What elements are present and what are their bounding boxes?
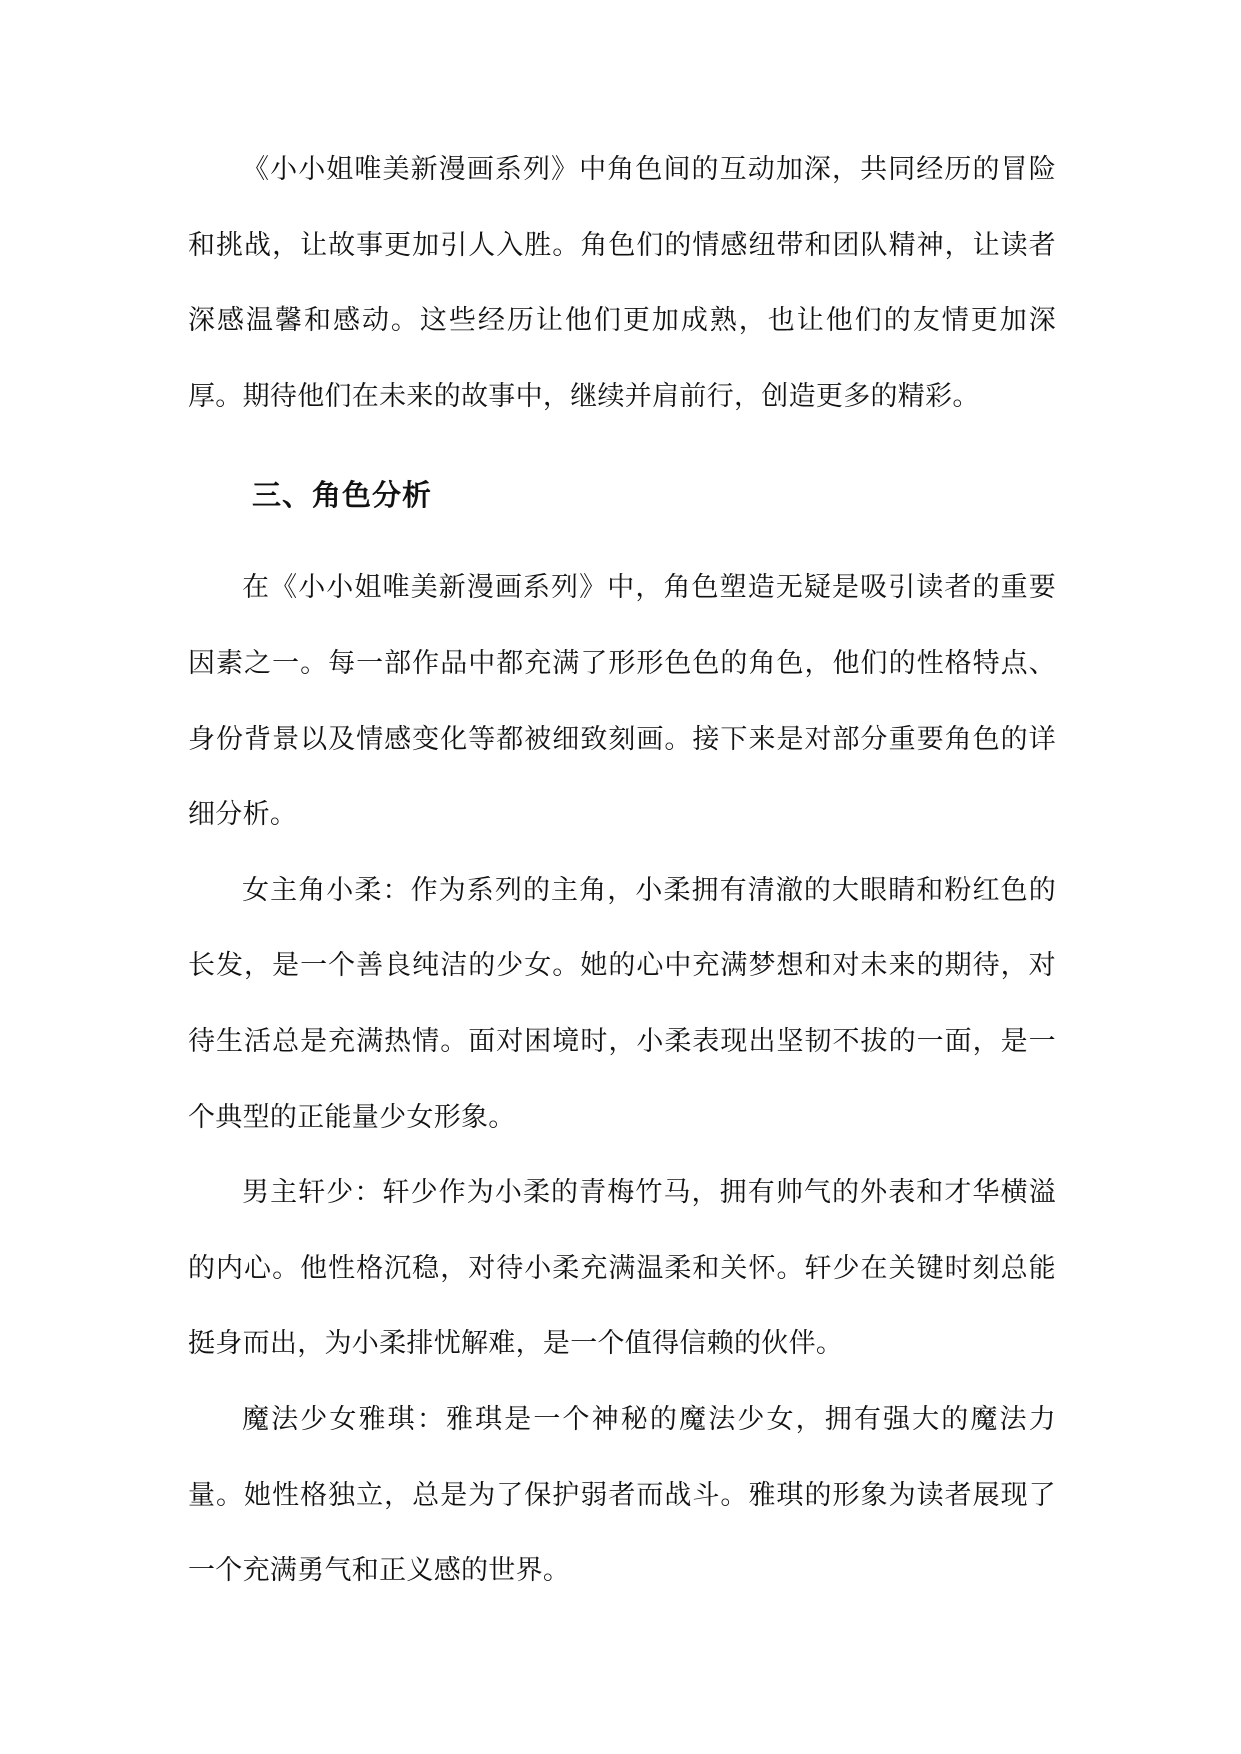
paragraph-xuanshao: 男主轩少：轩少作为小柔的青梅竹马，拥有帅气的外表和才华横溢的内心。他性格沉稳，对待小柔充满温柔和关怀。轩少在关键时刻总能挺身而出，为小柔排忧解难，是一个值得信赖的伙伴。 — [188, 1177, 1056, 1360]
paragraph-yaqi: 魔法少女雅琪：雅琪是一个神秘的魔法少女，拥有强大的魔法力量。她性格独立，总是为了保护弱者而战斗。雅琪的形象为读者展现了一个充满勇气和正义感的世界。 — [188, 1403, 1056, 1587]
paragraph-xiaorou: 女主角小柔：作为系列的主角，小柔拥有清澈的大眼睛和粉红色的长发，是一个善良纯洁的少女。她的心中充满梦想和对未来的期待，对待生活总是充满热情。面对困境时，小柔表现出坚韧不拔的一面，是一个典型的正能量少女形象。 — [188, 874, 1056, 1133]
paragraph-overview: 在《小小姐唯美新漫画系列》中，角色塑造无疑是吸引读者的重要因素之一。每一部作品中都充满了形形色色的角色，他们的性格特点、身份背景以及情感变化等都被细致刻画。接下来是对部分重要角色的详细分析。 — [188, 572, 1056, 831]
paragraph-intro: 《小小姐唯美新漫画系列》中角色间的互动加深，共同经历的冒险和挑战，让故事更加引人入胜。角色们的情感纽带和团队精神，让读者深感温馨和感动。这些经历让他们更加成熟，也让他们的友情更加深厚。期待他们在未来的故事中，继续并肩前行，创造更多的精彩。 — [188, 154, 1056, 412]
document-page — [188, 132, 1056, 1609]
section-heading: 三、角色分析 — [252, 478, 433, 513]
